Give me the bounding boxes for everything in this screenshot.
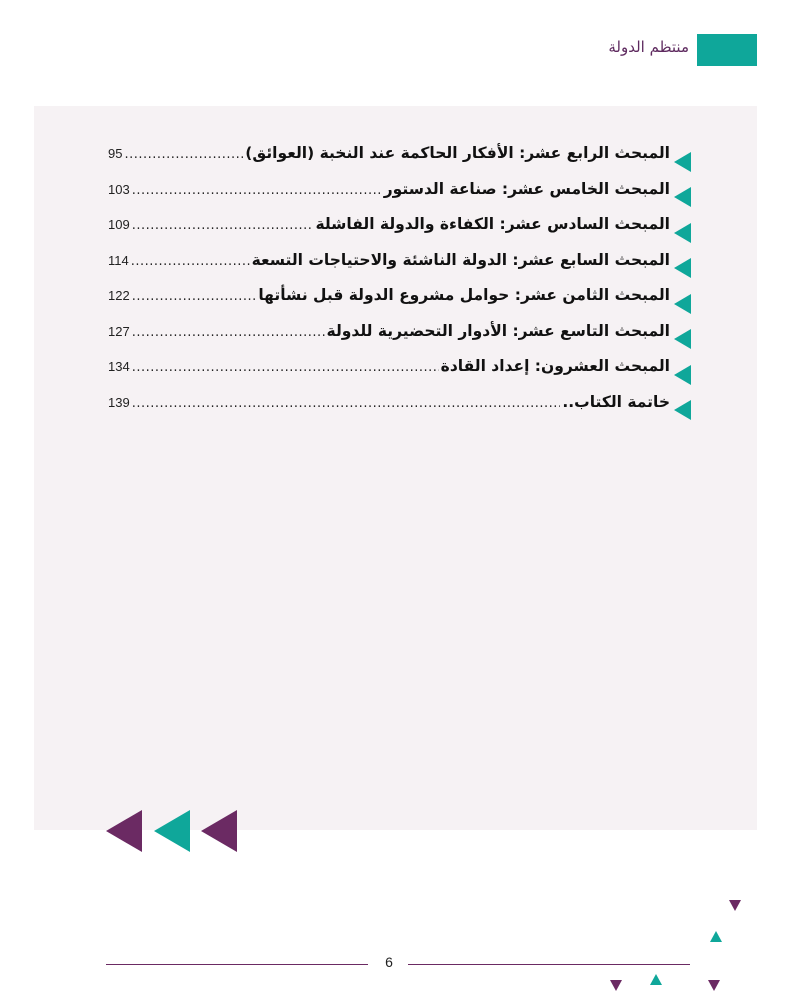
dot-leader — [132, 325, 325, 340]
toc-entry-title: المبحث السابع عشر: الدولة الناشئة والاحتياجات التسعة — [251, 250, 670, 269]
page-number: 6 — [385, 954, 393, 970]
toc-entry-title: المبحث الثامن عشر: حوامل مشروع الدولة قبل نشأتها — [258, 286, 670, 304]
toc-entry-title: المبحث التاسع عشر: الأدوار التحضيرية للدولة — [326, 321, 670, 340]
toc-page-number: 114 — [108, 252, 129, 268]
table-of-contents — [108, 144, 691, 428]
toc-page-number: 122 — [108, 288, 130, 303]
toc-entry-title: المبحث الرابع عشر: الأفكار الحاكمة عند النخبة (العوائق) — [245, 144, 670, 162]
teal-triangle-bullet-icon — [674, 223, 691, 243]
dot-leader — [131, 254, 250, 269]
teal-left-triangle-icon — [154, 810, 190, 852]
dot-leader — [124, 147, 243, 162]
purple-left-triangle-icon — [106, 810, 142, 852]
toc-entry[interactable] — [108, 322, 691, 358]
toc-entry[interactable] — [108, 215, 691, 251]
teal-triangle-bullet-icon — [674, 258, 691, 278]
teal-triangle-bullet-icon — [674, 400, 691, 420]
small-teal-up-triangle-icon — [650, 974, 662, 985]
toc-entry-title: المبحث السادس عشر: الكفاءة والدولة الفاشلة — [315, 215, 670, 233]
dot-leader — [132, 218, 314, 233]
toc-entry[interactable] — [108, 180, 691, 216]
toc-entry[interactable] — [108, 286, 691, 322]
teal-triangle-bullet-icon — [674, 365, 691, 385]
small-teal-up-triangle-icon — [710, 931, 722, 942]
small-purple-down-triangle-icon — [708, 980, 720, 991]
toc-page-number: 134 — [108, 359, 130, 374]
toc-entry-title: المبحث الخامس عشر: صناعة الدستور — [383, 179, 670, 198]
teal-triangle-bullet-icon — [674, 329, 691, 349]
small-purple-down-triangle-icon — [729, 900, 741, 911]
dot-leader — [132, 396, 561, 411]
purple-left-triangle-icon — [201, 810, 237, 852]
footer-divider-right — [408, 964, 690, 965]
toc-entry[interactable] — [108, 357, 691, 393]
footer-divider-left — [106, 964, 368, 965]
teal-triangle-bullet-icon — [674, 152, 691, 172]
toc-page-number: 109 — [108, 217, 130, 232]
header-title: منتظم الدولة — [608, 38, 689, 56]
toc-page-number: 127 — [108, 323, 130, 339]
toc-page-number: 139 — [108, 394, 130, 410]
dot-leader — [132, 360, 439, 375]
toc-entry[interactable] — [108, 144, 691, 180]
toc-entry[interactable] — [108, 393, 691, 429]
dot-leader — [132, 183, 382, 198]
small-purple-down-triangle-icon — [610, 980, 622, 991]
toc-entry[interactable] — [108, 251, 691, 287]
toc-page-number: 103 — [108, 181, 130, 197]
teal-triangle-bullet-icon — [674, 187, 691, 207]
toc-page-number: 95 — [108, 146, 123, 161]
toc-entry-title: خاتمة الكتاب.. — [562, 392, 670, 411]
dot-leader — [132, 289, 257, 304]
toc-entry-title: المبحث العشرون: إعداد القادة — [440, 357, 670, 375]
teal-triangle-bullet-icon — [674, 294, 691, 314]
header-accent-block — [697, 34, 757, 66]
